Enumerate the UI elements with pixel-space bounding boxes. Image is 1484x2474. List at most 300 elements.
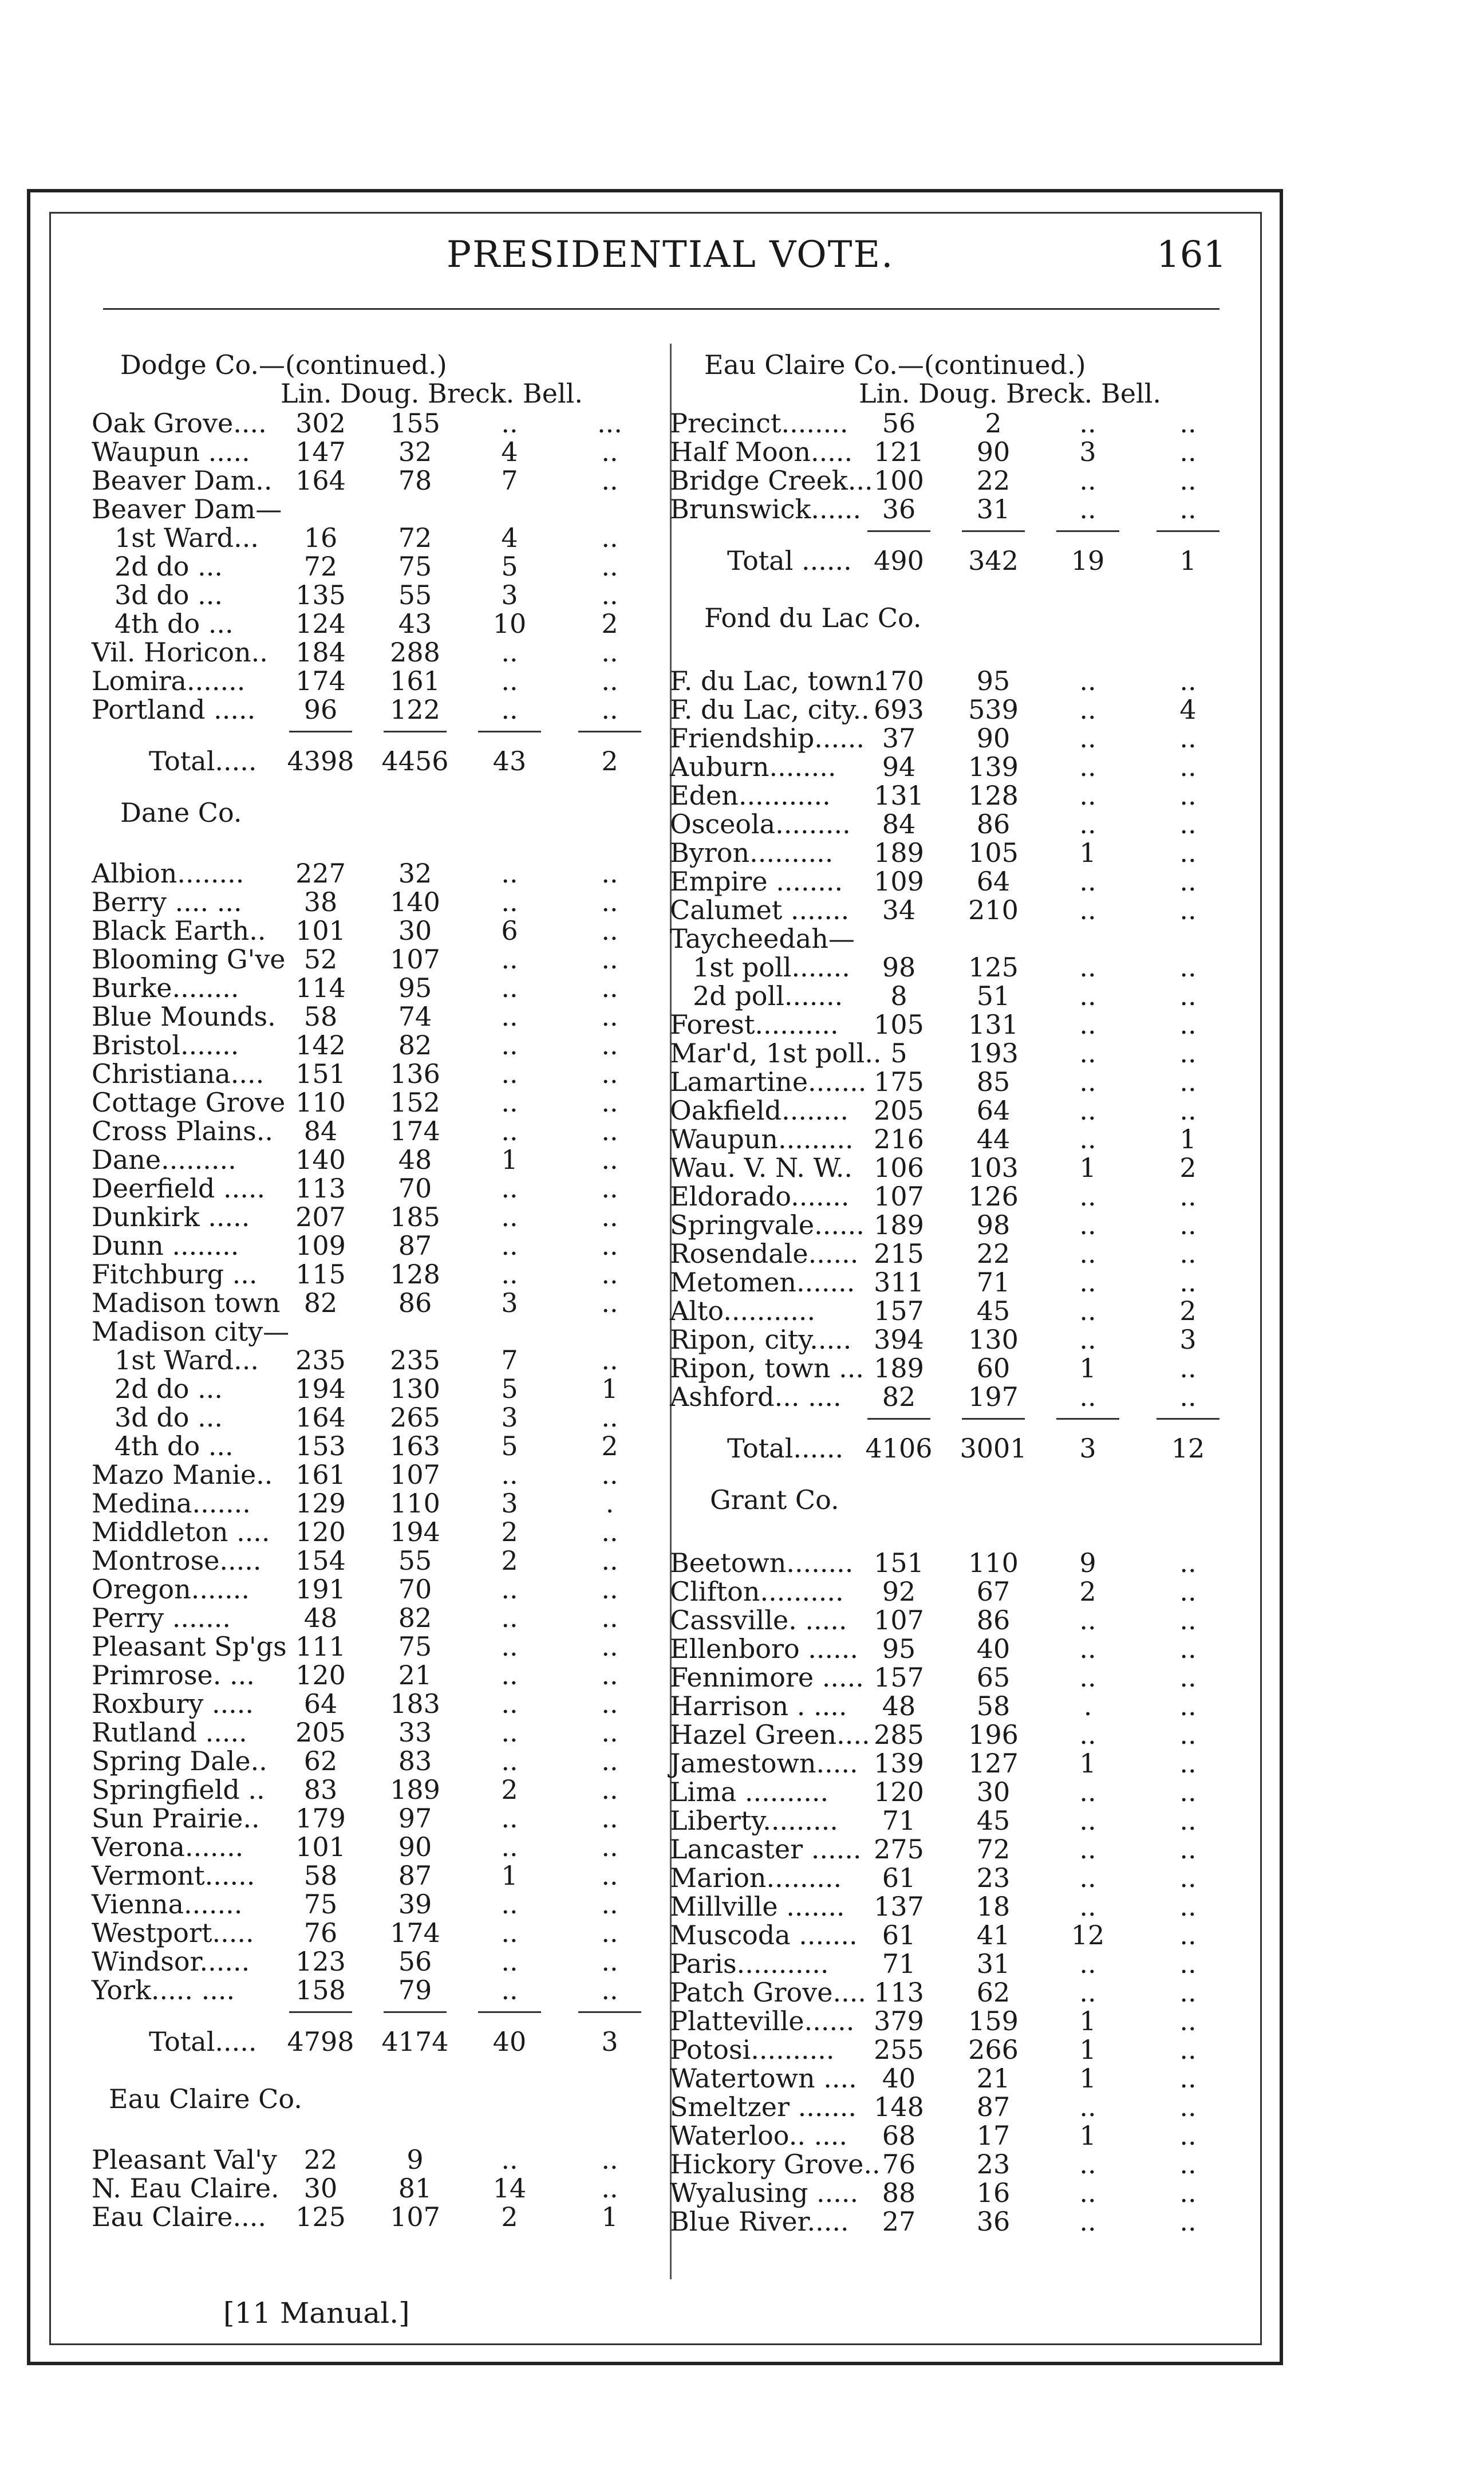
precinct-name: Friendship...... [670,723,865,754]
vote-value: 56 [882,408,916,439]
vote-value: .. [1079,1267,1096,1298]
vote-value: 185 [390,1201,440,1232]
table-row [92,1087,641,1116]
vote-value: .. [601,1144,618,1175]
precinct-name: Empire ........ [670,866,843,897]
vote-value: 107 [874,1181,924,1212]
vote-value: 12 [1071,1920,1105,1951]
vote-value: .. [1079,465,1096,496]
vote-value: 4 [501,522,518,553]
vote-value: .. [601,1574,618,1605]
vote-value: .. [1179,2177,1197,2208]
table-row [92,915,641,944]
table-row [92,665,641,694]
vote-value: 288 [390,637,440,668]
table-row [670,866,1219,895]
table-row [670,665,1219,694]
vote-value: 70 [398,1173,432,1204]
vote-value: .. [601,522,618,553]
vote-value: 154 [295,1545,346,1576]
vote-value: .. [1079,2091,1096,2122]
precinct-name: Perry ....... [92,1602,231,1633]
vote-value: .. [1179,1353,1197,1384]
precinct-name: Harrison . .... [670,1691,847,1721]
precinct-name: Total ...... [727,545,852,576]
vote-value: .. [501,1087,518,1118]
vote-value: 3 [1179,1324,1197,1355]
vote-value: 125 [968,952,1019,983]
precinct-name: Waupun......... [670,1124,854,1155]
vote-value: 2 [601,746,618,777]
vote-value: .. [601,1459,618,1490]
vote-value: 41 [976,1920,1011,1951]
table-row [670,1152,1219,1181]
precinct-name: Lima .......... [670,1776,829,1807]
table-row [670,1576,1219,1605]
vote-value: 2 [601,608,618,639]
vote-value: .. [601,1259,618,1290]
precinct-name: Wau. V. N. W.. [670,1152,853,1183]
vote-value: 175 [874,1066,924,1097]
vote-value: .. [601,1975,618,2006]
vote-value: 30 [976,1776,1011,1807]
vote-value: .. [601,637,618,668]
vote-value: 87 [398,1230,432,1261]
precinct-name: Christiana.... [92,1058,265,1089]
precinct-name: Spring Dale.. [92,1746,267,1776]
vote-value: 52 [303,944,338,975]
vote-value: 43 [398,608,432,639]
vote-value: .. [601,1030,618,1061]
vote-value: 148 [874,2091,924,2122]
table-row [92,637,641,668]
vote-value: 23 [976,1862,1011,1893]
vote-value: 105 [874,1009,924,1040]
vote-value: 1 [1179,545,1197,576]
precinct-name: Sun Prairie.. [92,1803,260,1834]
vote-value: 127 [968,1748,1019,1779]
vote-value: 189 [874,1210,924,1240]
vote-value: .. [1079,1238,1096,1269]
vote-value: 23 [976,2149,1011,2180]
precinct-name: Westport..... [92,1917,254,1948]
vote-value: 95 [976,665,1011,696]
table-row [92,551,641,580]
table-row [670,465,1219,494]
table-row [670,694,1219,723]
vote-value: 161 [390,665,440,696]
vote-value: 189 [874,837,924,868]
table-row [92,1602,641,1631]
vote-value: .. [501,887,518,917]
vote-value: 130 [390,1373,440,1404]
table-row [670,1124,1219,1155]
table-row [92,1373,641,1402]
vote-value: 103 [968,1152,1019,1183]
vote-value: 38 [303,887,338,917]
vote-value: 235 [295,1345,346,1376]
vote-value: 7 [501,1345,518,1376]
table-row [670,2206,1219,2235]
vote-value: .. [501,1001,518,1032]
vote-value: 2 [501,1516,518,1547]
vote-value: 122 [390,694,440,725]
vote-value: .. [1179,1805,1197,1836]
precinct-name: Springfield .. [92,1774,265,1805]
table-row [92,1660,641,1691]
precinct-name: Total..... [149,746,257,777]
precinct-name: Calumet ....... [670,895,850,925]
vote-value: 87 [976,2091,1011,2122]
vote-value: 1 [1079,2034,1096,2065]
vote-value: 64 [303,1688,338,1719]
precinct-name: Waupun ..... [92,436,250,467]
vote-value: 82 [882,1381,916,1412]
vote-value: .. [1079,1605,1096,1636]
vote-value: 194 [390,1516,440,1547]
vote-value: 71 [976,1267,1011,1298]
precinct-name: Beaver Dam.. [92,465,273,496]
vote-value: 30 [303,2173,338,2204]
vote-value: 142 [295,1030,346,1061]
table-row [92,1975,641,2006]
vote-value: 45 [976,1805,1011,1836]
precinct-name: Patch Grove.... [670,1977,866,2008]
page-number: 161 [1157,234,1227,276]
vote-value: 1 [1079,1152,1096,1183]
precinct-name: Lomira....... [92,665,246,696]
precinct-name: F. du Lac, city.. [670,694,870,725]
vote-value: .. [1179,408,1197,439]
vote-value: .. [501,1230,518,1261]
vote-value: 1 [501,1144,518,1175]
vote-value: .. [501,1660,518,1691]
vote-value: 191 [295,1574,346,1605]
table-row [670,2006,1219,2034]
vote-value: 67 [976,1576,1011,1607]
vote-value: 2 [601,1431,618,1461]
vote-value: .. [501,1688,518,1719]
vote-value: .. [501,1201,518,1232]
table-row [670,1748,1219,1779]
table-row [92,1230,641,1259]
vote-value: .. [1179,1095,1197,1126]
precinct-name: Lamartine....... [670,1066,867,1097]
precinct-name: Black Earth.. [92,915,266,946]
vote-value: 12 [1171,1433,1205,1464]
table-row [92,2144,641,2173]
vote-value: .. [601,465,618,496]
vote-value: .. [1179,2034,1197,2065]
table-row [92,436,641,465]
vote-value: 153 [295,1431,346,1461]
precinct-name: 2d do ... [115,1373,223,1404]
precinct-name: Springvale...... [670,1210,865,1240]
table-row [670,809,1219,840]
vote-value: .. [1179,1381,1197,1412]
precinct-name: Medina....... [92,1488,251,1519]
vote-value: 174 [390,1917,440,1948]
table-row [670,436,1219,465]
vote-value: .. [1179,1977,1197,2008]
vote-value: 215 [874,1238,924,1269]
vote-value: 75 [303,1889,338,1920]
vote-value: 174 [390,1116,440,1147]
vote-value: .. [501,1030,518,1061]
vote-value: 84 [303,1116,338,1147]
vote-value: .. [601,436,618,467]
vote-value: .. [1179,1719,1197,1750]
table-row [92,2201,641,2230]
vote-value: 183 [390,1688,440,1719]
precinct-name: 3d do ... [115,580,223,610]
vote-value: 58 [976,1691,1011,1721]
vote-value: .. [1179,1066,1197,1097]
table-row [670,2034,1219,2063]
vote-value: 137 [874,1891,924,1922]
vote-value: .. [601,972,618,1003]
vote-value: 3 [501,1287,518,1318]
vote-value: 124 [295,608,346,639]
total-rules [670,1418,1219,1420]
vote-value: 82 [398,1030,432,1061]
vote-value: .. [601,551,618,582]
vote-value: .. [501,858,518,889]
vote-value: 128 [390,1259,440,1290]
precinct-name: Ripon, city..... [670,1324,852,1355]
vote-value: .. [601,1058,618,1089]
vote-value: .. [1079,1038,1096,1069]
vote-value: .. [1179,436,1197,467]
vote-value: 98 [976,1210,1011,1240]
vote-value: .. [1179,2206,1197,2237]
precinct-name: Bridge Creek... [670,465,873,496]
vote-value: 86 [976,809,1011,840]
vote-value: .. [601,1946,618,1977]
vote-value: 196 [968,1719,1019,1750]
vote-value: 78 [398,465,432,496]
vote-value: .. [1079,1834,1096,1865]
vote-value: 131 [968,1009,1019,1040]
vote-value: .. [1079,751,1096,782]
vote-value: .. [1079,2149,1096,2180]
total-rules [92,731,641,732]
vote-value: 205 [874,1095,924,1126]
precinct-name: 3d do ... [115,1402,223,1433]
table-row [92,1402,641,1431]
vote-value: 64 [976,1095,1011,1126]
vote-value: 157 [874,1662,924,1693]
vote-value: 90 [976,436,1011,467]
precinct-name: N. Eau Claire. [92,2173,279,2204]
vote-value: 75 [398,551,432,582]
vote-value: .. [1179,1691,1197,1721]
vote-value: 33 [398,1717,432,1748]
vote-value: .. [601,1889,618,1920]
precinct-name: 1st Ward... [115,522,259,553]
vote-value: 3 [1079,436,1096,467]
vote-value: 184 [295,637,346,668]
vote-value: .. [601,1746,618,1776]
vote-value: 107 [390,1459,440,1490]
vote-value: 48 [882,1691,916,1721]
vote-value: .. [1079,1805,1096,1836]
vote-value: 65 [976,1662,1011,1693]
table-row [670,1095,1219,1124]
precinct-name: Fennimore ..... [670,1662,864,1693]
vote-value: .. [501,408,518,439]
vote-value: 74 [398,1001,432,1032]
vote-value: .. [601,858,618,889]
vote-value: 9 [1079,1547,1096,1578]
vote-value: 37 [882,723,916,754]
vote-value: .. [1079,694,1096,725]
vote-value: 43 [492,746,527,777]
vote-value: 39 [398,1889,432,1920]
table-row [670,980,1219,1009]
vote-value: 2 [501,2201,518,2232]
precinct-name: Osceola......... [670,809,851,840]
vote-value: 82 [398,1602,432,1633]
vote-value: 135 [295,580,346,610]
precinct-name: Smeltzer ....... [670,2091,857,2122]
table-row [92,694,641,723]
vote-value: ... [597,408,622,439]
table-row [92,494,641,525]
vote-value: 92 [882,1576,916,1607]
precinct-name: Burke........ [92,972,239,1003]
vote-value: 18 [976,1891,1011,1922]
vote-value: 72 [398,522,432,553]
vote-value: 106 [874,1152,924,1183]
precinct-name: Marion......... [670,1862,842,1893]
table-row [92,1545,641,1574]
table-row [92,944,641,975]
vote-value: . [1083,1691,1092,1721]
vote-value: 3 [501,1402,518,1433]
vote-value: 4106 [865,1433,933,1464]
vote-value: 539 [968,694,1019,725]
vote-value: .. [1179,895,1197,925]
vote-value: 136 [390,1058,440,1089]
vote-value: .. [601,1860,618,1891]
vote-value: 61 [882,1862,916,1893]
precinct-name: Cottage Grove [92,1087,286,1118]
vote-value: .. [1179,1605,1197,1636]
vote-value: .. [1079,1862,1096,1893]
vote-value: 86 [398,1287,432,1318]
vote-value: .. [501,1831,518,1862]
vote-value: .. [1179,2091,1197,2122]
vote-value: 32 [398,436,432,467]
table-row [92,1030,641,1061]
vote-value: .. [601,1602,618,1633]
vote-value: 147 [295,436,346,467]
precinct-name: Pleasant Sp'gs [92,1631,287,1662]
vote-value: 55 [398,1545,432,1576]
vote-value: 22 [976,1238,1011,1269]
table-row [670,1295,1219,1324]
vote-value: 2 [501,1545,518,1576]
table-row [92,1831,641,1860]
vote-value: .. [1179,1748,1197,1779]
vote-value: 95 [398,972,432,1003]
vote-value: 40 [492,2026,527,2057]
county-heading: Fond du Lac Co. [704,602,922,633]
precinct-name: 1st poll....... [693,952,850,983]
vote-value: 128 [968,780,1019,811]
vote-value: .. [1079,408,1096,439]
vote-value: .. [1179,1267,1197,1298]
precinct-name: Clifton.......... [670,1576,844,1607]
precinct-name: 2d poll....... [693,980,843,1011]
vote-value: 5 [501,1431,518,1461]
vote-value: 4174 [381,2026,449,2057]
vote-value: .. [1179,1948,1197,1979]
vote-value: 110 [968,1547,1019,1578]
vote-value: .. [1179,1181,1197,1212]
vote-value: .. [501,1574,518,1605]
precinct-name: Paris........... [670,1948,829,1979]
vote-value: 115 [295,1259,346,1290]
vote-value: 129 [295,1488,346,1519]
vote-value: .. [601,1201,618,1232]
table-row [670,1605,1219,1636]
precinct-name: Montrose..... [92,1545,262,1576]
vote-value: 379 [874,2006,924,2036]
precinct-name: Vil. Horicon.. [92,637,268,668]
total-row [670,545,1219,574]
vote-value: 45 [976,1295,1011,1326]
vote-value: 207 [295,1201,346,1232]
county-heading: Dodge Co.—(continued.) [120,349,447,380]
table-row [670,1948,1219,1977]
vote-value: .. [1179,809,1197,840]
vote-value: 4456 [381,746,449,777]
table-row [670,780,1219,809]
table-row [670,895,1219,923]
vote-value: .. [1179,980,1197,1011]
precinct-name: Eldorado....... [670,1181,850,1212]
vote-value: 58 [303,1001,338,1032]
vote-value: 1 [501,1860,518,1891]
vote-value: 3001 [960,1433,1027,1464]
vote-value: .. [501,1259,518,1290]
vote-value: .. [601,1001,618,1032]
table-row [670,1324,1219,1353]
precinct-name: Forest.......... [670,1009,839,1040]
vote-value: 123 [295,1946,346,1977]
vote-value: 159 [968,2006,1019,2036]
vote-value: 8 [890,980,907,1011]
signature-mark: [11 Manual.] [223,2296,410,2330]
vote-value: 275 [874,1834,924,1865]
vote-value: 16 [303,522,338,553]
vote-value: 55 [398,580,432,610]
vote-value: 4398 [287,746,354,777]
vote-value: 394 [874,1324,924,1355]
vote-value: 95 [882,1633,916,1664]
vote-value: 1 [1079,837,1096,868]
vote-value: .. [1179,1862,1197,1893]
table-row [92,1917,641,1946]
precinct-name: Pleasant Val'y [92,2144,277,2175]
vote-value: 40 [882,2063,916,2094]
vote-value: .. [601,1660,618,1691]
precinct-name: Eden........... [670,780,831,811]
precinct-name: Alto........... [670,1295,816,1326]
vote-value: .. [1179,1834,1197,1865]
